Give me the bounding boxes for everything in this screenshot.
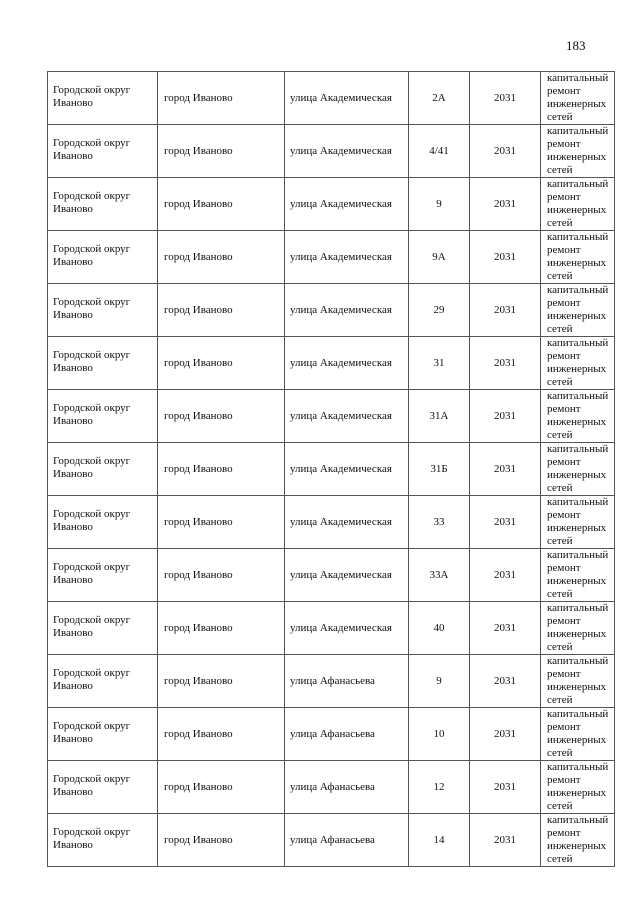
district-cell: Городской округ Иваново xyxy=(48,814,158,867)
house-number-cell: 31Б xyxy=(409,443,470,496)
city-cell: город Иваново xyxy=(158,337,285,390)
work-type-cell: капитальный ремонт инженерных сетей xyxy=(541,655,615,708)
city-cell: город Иваново xyxy=(158,390,285,443)
street-cell: улица Академическая xyxy=(285,390,409,443)
district-cell: Городской округ Иваново xyxy=(48,72,158,125)
city-cell: город Иваново xyxy=(158,549,285,602)
table-row xyxy=(48,231,615,284)
house-number-cell: 33 xyxy=(409,496,470,549)
work-type-cell: капитальный ремонт инженерных сетей xyxy=(541,708,615,761)
work-type-cell: капитальный ремонт инженерных сетей xyxy=(541,337,615,390)
house-number-cell: 9А xyxy=(409,231,470,284)
table-row xyxy=(48,496,615,549)
street-cell: улица Академическая xyxy=(285,443,409,496)
district-cell: Городской округ Иваново xyxy=(48,178,158,231)
table-row xyxy=(48,814,615,867)
district-cell: Городской округ Иваново xyxy=(48,390,158,443)
district-cell: Городской округ Иваново xyxy=(48,708,158,761)
city-cell: город Иваново xyxy=(158,284,285,337)
table-row xyxy=(48,602,615,655)
street-cell: улица Академическая xyxy=(285,178,409,231)
city-cell: город Иваново xyxy=(158,496,285,549)
district-cell: Городской округ Иваново xyxy=(48,761,158,814)
city-cell: город Иваново xyxy=(158,178,285,231)
year-cell: 2031 xyxy=(470,125,541,178)
street-cell: улица Академическая xyxy=(285,231,409,284)
city-cell: город Иваново xyxy=(158,814,285,867)
year-cell: 2031 xyxy=(470,390,541,443)
district-cell: Городской округ Иваново xyxy=(48,337,158,390)
table-row xyxy=(48,284,615,337)
year-cell: 2031 xyxy=(470,178,541,231)
street-cell: улица Академическая xyxy=(285,602,409,655)
work-type-cell: капитальный ремонт инженерных сетей xyxy=(541,178,615,231)
table-row xyxy=(48,178,615,231)
table-row xyxy=(48,443,615,496)
year-cell: 2031 xyxy=(470,443,541,496)
district-cell: Городской округ Иваново xyxy=(48,284,158,337)
house-number-cell: 10 xyxy=(409,708,470,761)
work-type-cell: капитальный ремонт инженерных сетей xyxy=(541,496,615,549)
registry-table xyxy=(47,71,615,867)
work-type-cell: капитальный ремонт инженерных сетей xyxy=(541,390,615,443)
house-number-cell: 12 xyxy=(409,761,470,814)
registry-table-body xyxy=(48,72,615,867)
table-row xyxy=(48,549,615,602)
work-type-cell: капитальный ремонт инженерных сетей xyxy=(541,602,615,655)
year-cell: 2031 xyxy=(470,284,541,337)
house-number-cell: 31 xyxy=(409,337,470,390)
district-cell: Городской округ Иваново xyxy=(48,443,158,496)
city-cell: город Иваново xyxy=(158,655,285,708)
work-type-cell: капитальный ремонт инженерных сетей xyxy=(541,72,615,125)
district-cell: Городской округ Иваново xyxy=(48,496,158,549)
district-cell: Городской округ Иваново xyxy=(48,231,158,284)
city-cell: город Иваново xyxy=(158,761,285,814)
table-row xyxy=(48,708,615,761)
table-row xyxy=(48,655,615,708)
house-number-cell: 9 xyxy=(409,655,470,708)
year-cell: 2031 xyxy=(470,602,541,655)
street-cell: улица Академическая xyxy=(285,549,409,602)
year-cell: 2031 xyxy=(470,761,541,814)
year-cell: 2031 xyxy=(470,655,541,708)
house-number-cell: 40 xyxy=(409,602,470,655)
work-type-cell: капитальный ремонт инженерных сетей xyxy=(541,125,615,178)
city-cell: город Иваново xyxy=(158,602,285,655)
year-cell: 2031 xyxy=(470,708,541,761)
house-number-cell: 14 xyxy=(409,814,470,867)
city-cell: город Иваново xyxy=(158,72,285,125)
work-type-cell: капитальный ремонт инженерных сетей xyxy=(541,231,615,284)
street-cell: улица Академическая xyxy=(285,284,409,337)
street-cell: улица Афанасьева xyxy=(285,655,409,708)
street-cell: улица Академическая xyxy=(285,496,409,549)
street-cell: улица Афанасьева xyxy=(285,814,409,867)
table-row xyxy=(48,125,615,178)
house-number-cell: 31А xyxy=(409,390,470,443)
city-cell: город Иваново xyxy=(158,443,285,496)
district-cell: Городской округ Иваново xyxy=(48,602,158,655)
street-cell: улица Афанасьева xyxy=(285,761,409,814)
street-cell: улица Афанасьева xyxy=(285,708,409,761)
city-cell: город Иваново xyxy=(158,125,285,178)
city-cell: город Иваново xyxy=(158,708,285,761)
year-cell: 2031 xyxy=(470,337,541,390)
house-number-cell: 29 xyxy=(409,284,470,337)
district-cell: Городской округ Иваново xyxy=(48,549,158,602)
year-cell: 2031 xyxy=(470,72,541,125)
page-number: 183 xyxy=(566,38,586,53)
street-cell: улица Академическая xyxy=(285,125,409,178)
house-number-cell: 2А xyxy=(409,72,470,125)
work-type-cell: капитальный ремонт инженерных сетей xyxy=(541,814,615,867)
table-row xyxy=(48,761,615,814)
year-cell: 2031 xyxy=(470,814,541,867)
work-type-cell: капитальный ремонт инженерных сетей xyxy=(541,549,615,602)
house-number-cell: 4/41 xyxy=(409,125,470,178)
year-cell: 2031 xyxy=(470,496,541,549)
year-cell: 2031 xyxy=(470,549,541,602)
table-row xyxy=(48,72,615,125)
district-cell: Городской округ Иваново xyxy=(48,655,158,708)
city-cell: город Иваново xyxy=(158,231,285,284)
work-type-cell: капитальный ремонт инженерных сетей xyxy=(541,284,615,337)
street-cell: улица Академическая xyxy=(285,72,409,125)
table-row xyxy=(48,337,615,390)
work-type-cell: капитальный ремонт инженерных сетей xyxy=(541,761,615,814)
table-row xyxy=(48,390,615,443)
district-cell: Городской округ Иваново xyxy=(48,125,158,178)
street-cell: улица Академическая xyxy=(285,337,409,390)
work-type-cell: капитальный ремонт инженерных сетей xyxy=(541,443,615,496)
house-number-cell: 9 xyxy=(409,178,470,231)
house-number-cell: 33А xyxy=(409,549,470,602)
year-cell: 2031 xyxy=(470,231,541,284)
